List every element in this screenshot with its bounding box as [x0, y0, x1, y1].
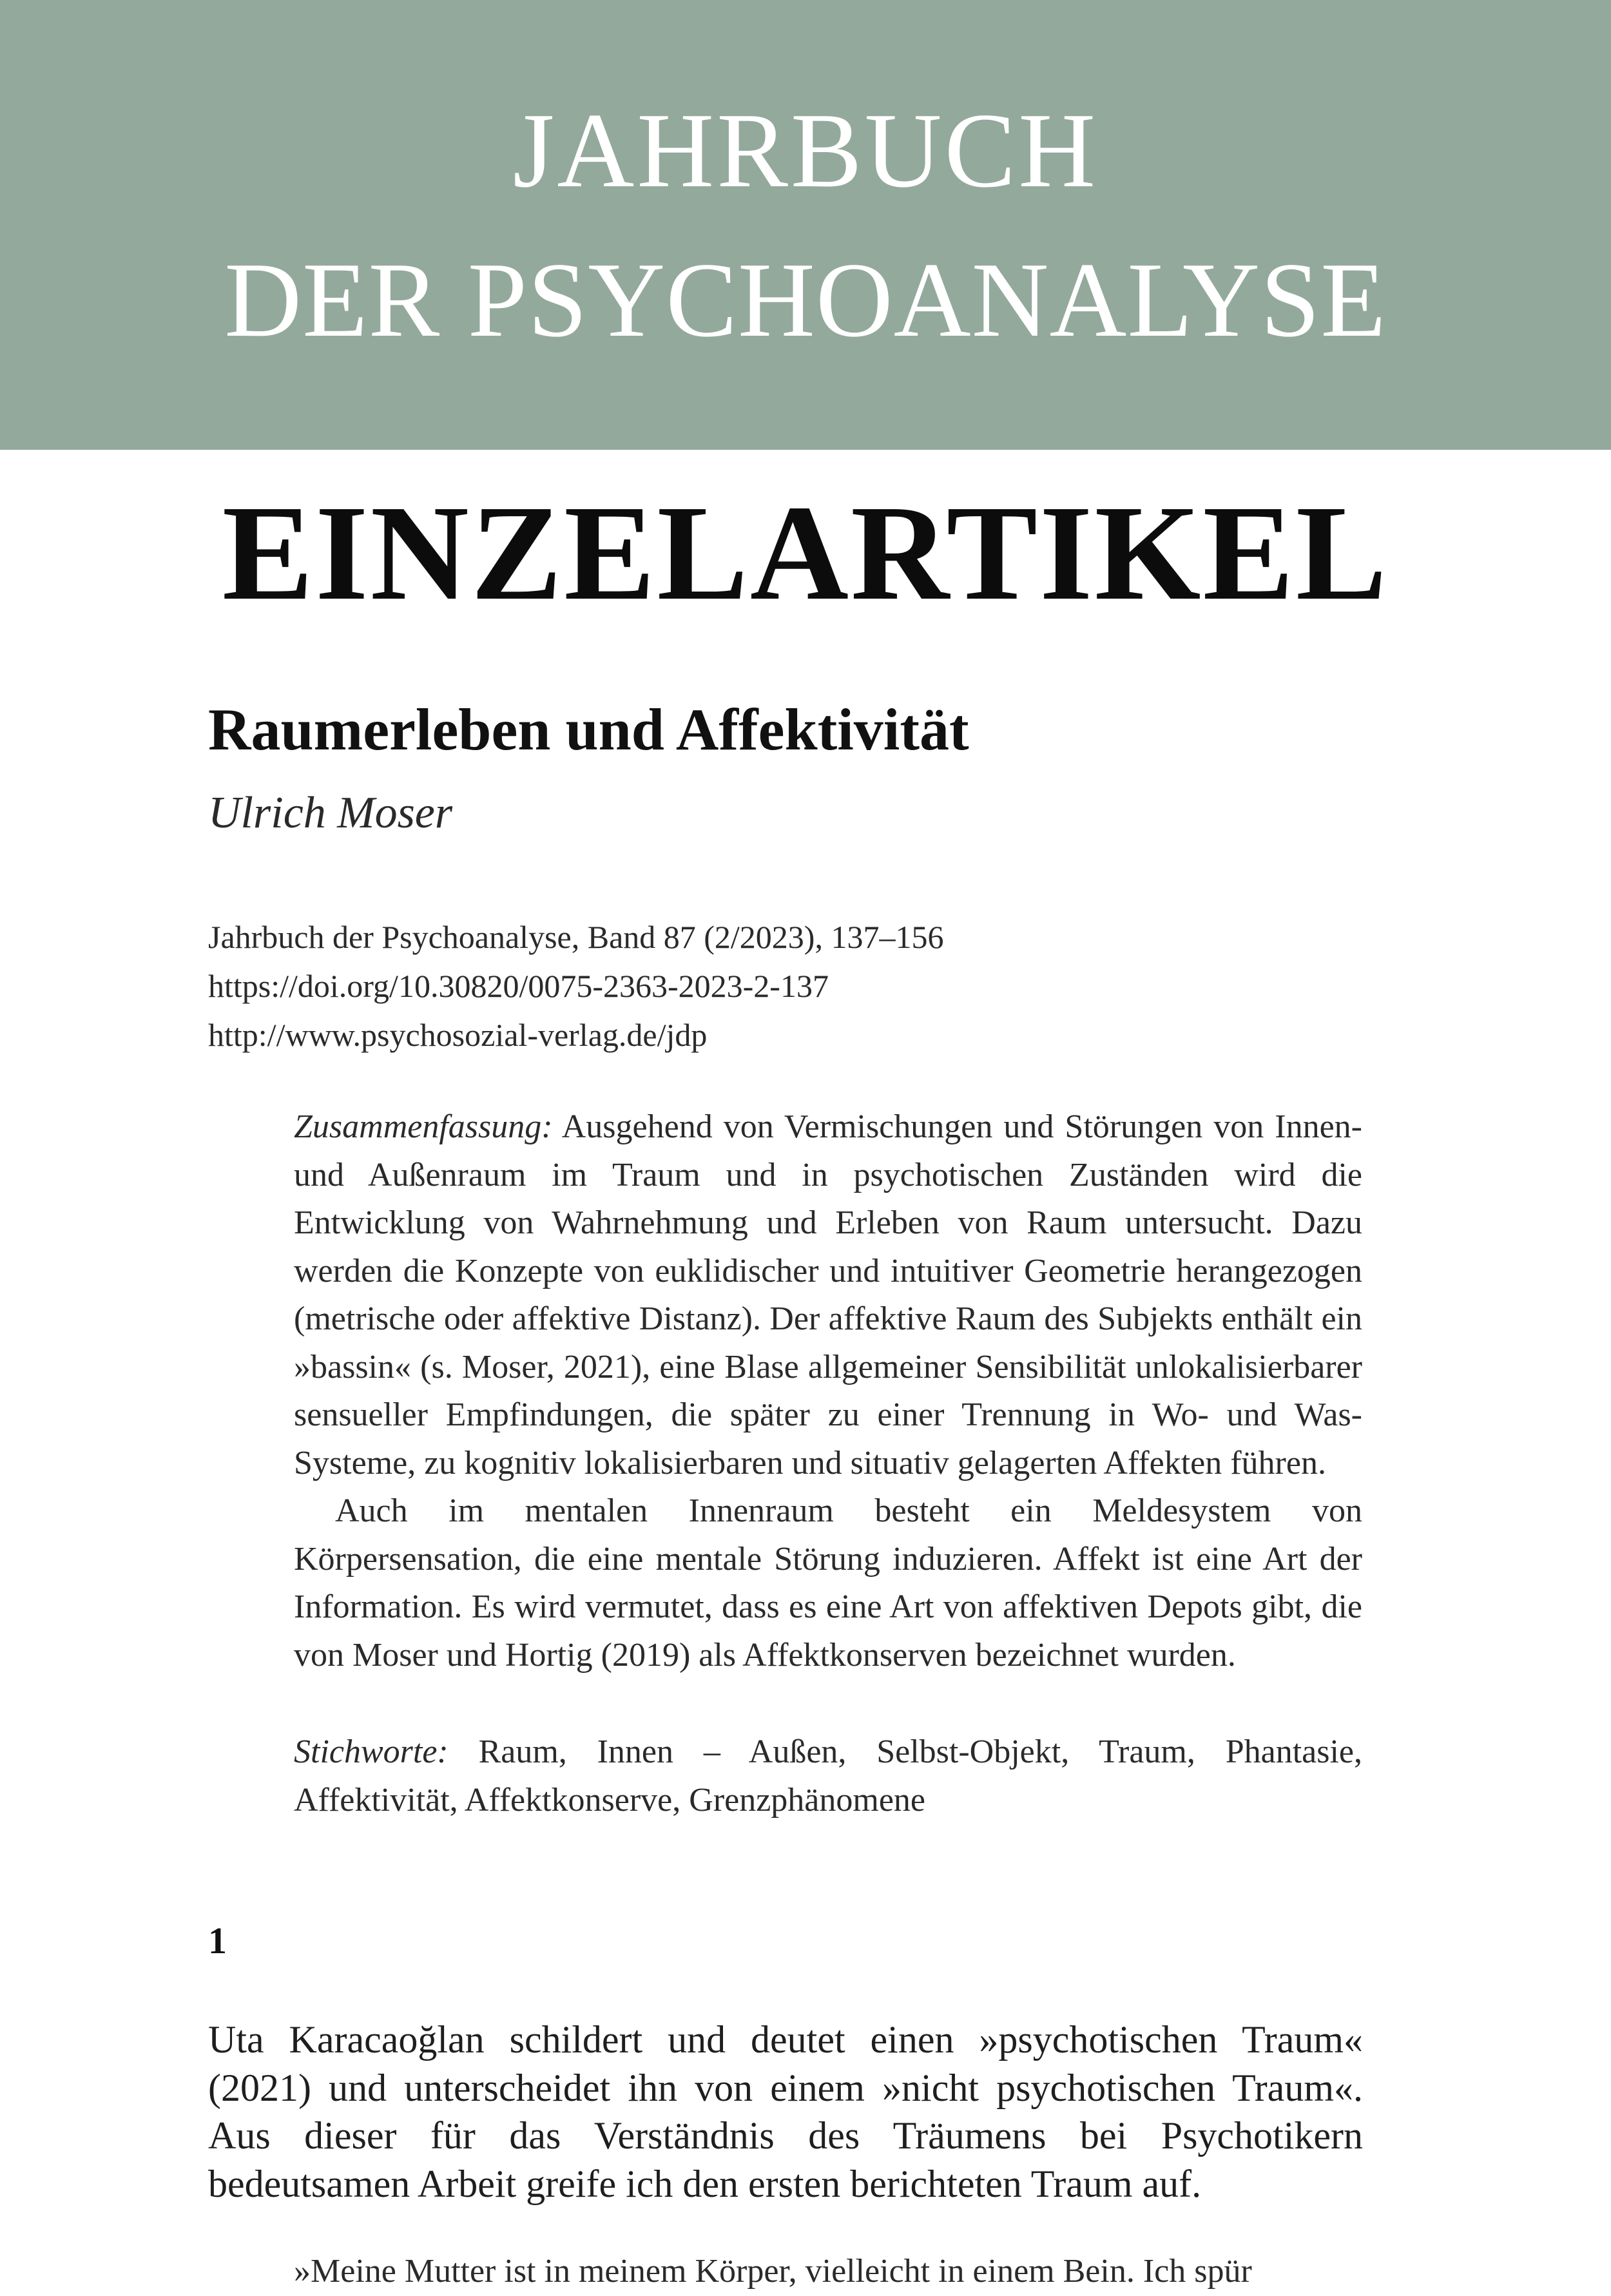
abstract-paragraph-2: Auch im mentalen Innenraum besteht ein Meldesystem von Körpersensation, die eine mentale Störung induzieren. Affekt ist eine Art der Information. Es wird vermutet, dass es eine Art von affektiven Depots gibt, die von Moser und Hortig (2019) als Affektkonserven bezeichnet wurden.	[294, 1492, 1362, 1674]
keywords-text: Raum, Innen – Außen, Selbst-Objekt, Traum, Phantasie, Affektivität, Affektkonserve, Grenzphänomene	[294, 1733, 1362, 1818]
doi-link[interactable]: https://doi.org/10.30820/0075-2363-2023-2-137	[208, 968, 829, 1004]
abstract-text-1: Ausgehend von Vermischungen und Störungen von Innen- und Außenraum im Traum und in psychotischen Zuständen wird die Entwicklung von Wahrnehmung und Erleben von Raum untersucht. Dazu werden die Konzepte von euklidischer und intuitiver Geometrie herangezogen (metrische oder affektive Distanz). Der affektive Raum des Subjekts enthält ein »bassin« (s. Moser, 2021), eine Blase allgemeiner Sensibilität unlokalisierbarer sensueller Empfindungen, die später zu einer Trennung in Wo- und Was-Systeme, zu kognitiv lokalisierbaren und situativ gelagerten Affekten führen.	[294, 1108, 1362, 1481]
article-title: Raumerleben und Affektivität	[208, 697, 969, 762]
journal-title-line-1: JAHRBUCH	[512, 91, 1099, 209]
keywords	[294, 1728, 1362, 1824]
body-paragraph: Uta Karacaoğlan schildert und deutet einen »psychotischen Traum« (2021) und unterscheidet ihn von einem »nicht psychotischen Traum«. Aus dieser für das Verständnis des Träumens bei Psychotikern bedeutsamen Arbeit greife ich den ersten berichteten Traum auf.	[208, 2018, 1363, 2205]
article-author: Ulrich Moser	[208, 788, 453, 838]
abstract-label: Zusammenfassung:	[294, 1108, 553, 1145]
journal-title-line-2: DER PSYCHOANALYSE	[224, 240, 1387, 359]
citation-block	[208, 912, 943, 1059]
section-heading-number: 1	[208, 1920, 227, 1962]
quote-beginning: »Meine Mutter ist in meinem Körper, vielleicht in einem Bein. Ich spür	[294, 2253, 1252, 2290]
journal-header-band	[0, 0, 1611, 450]
abstract	[294, 1103, 1362, 1679]
abstract-paragraph-1	[294, 1103, 1362, 1487]
citation-line: Jahrbuch der Psychoanalyse, Band 87 (2/2023), 137–156	[208, 919, 944, 955]
document-type-title: EINZELARTIKEL	[222, 477, 1389, 628]
journal-url-link[interactable]: http://www.psychosozial-verlag.de/jdp	[208, 1017, 708, 1053]
keywords-label: Stichworte:	[294, 1733, 449, 1770]
